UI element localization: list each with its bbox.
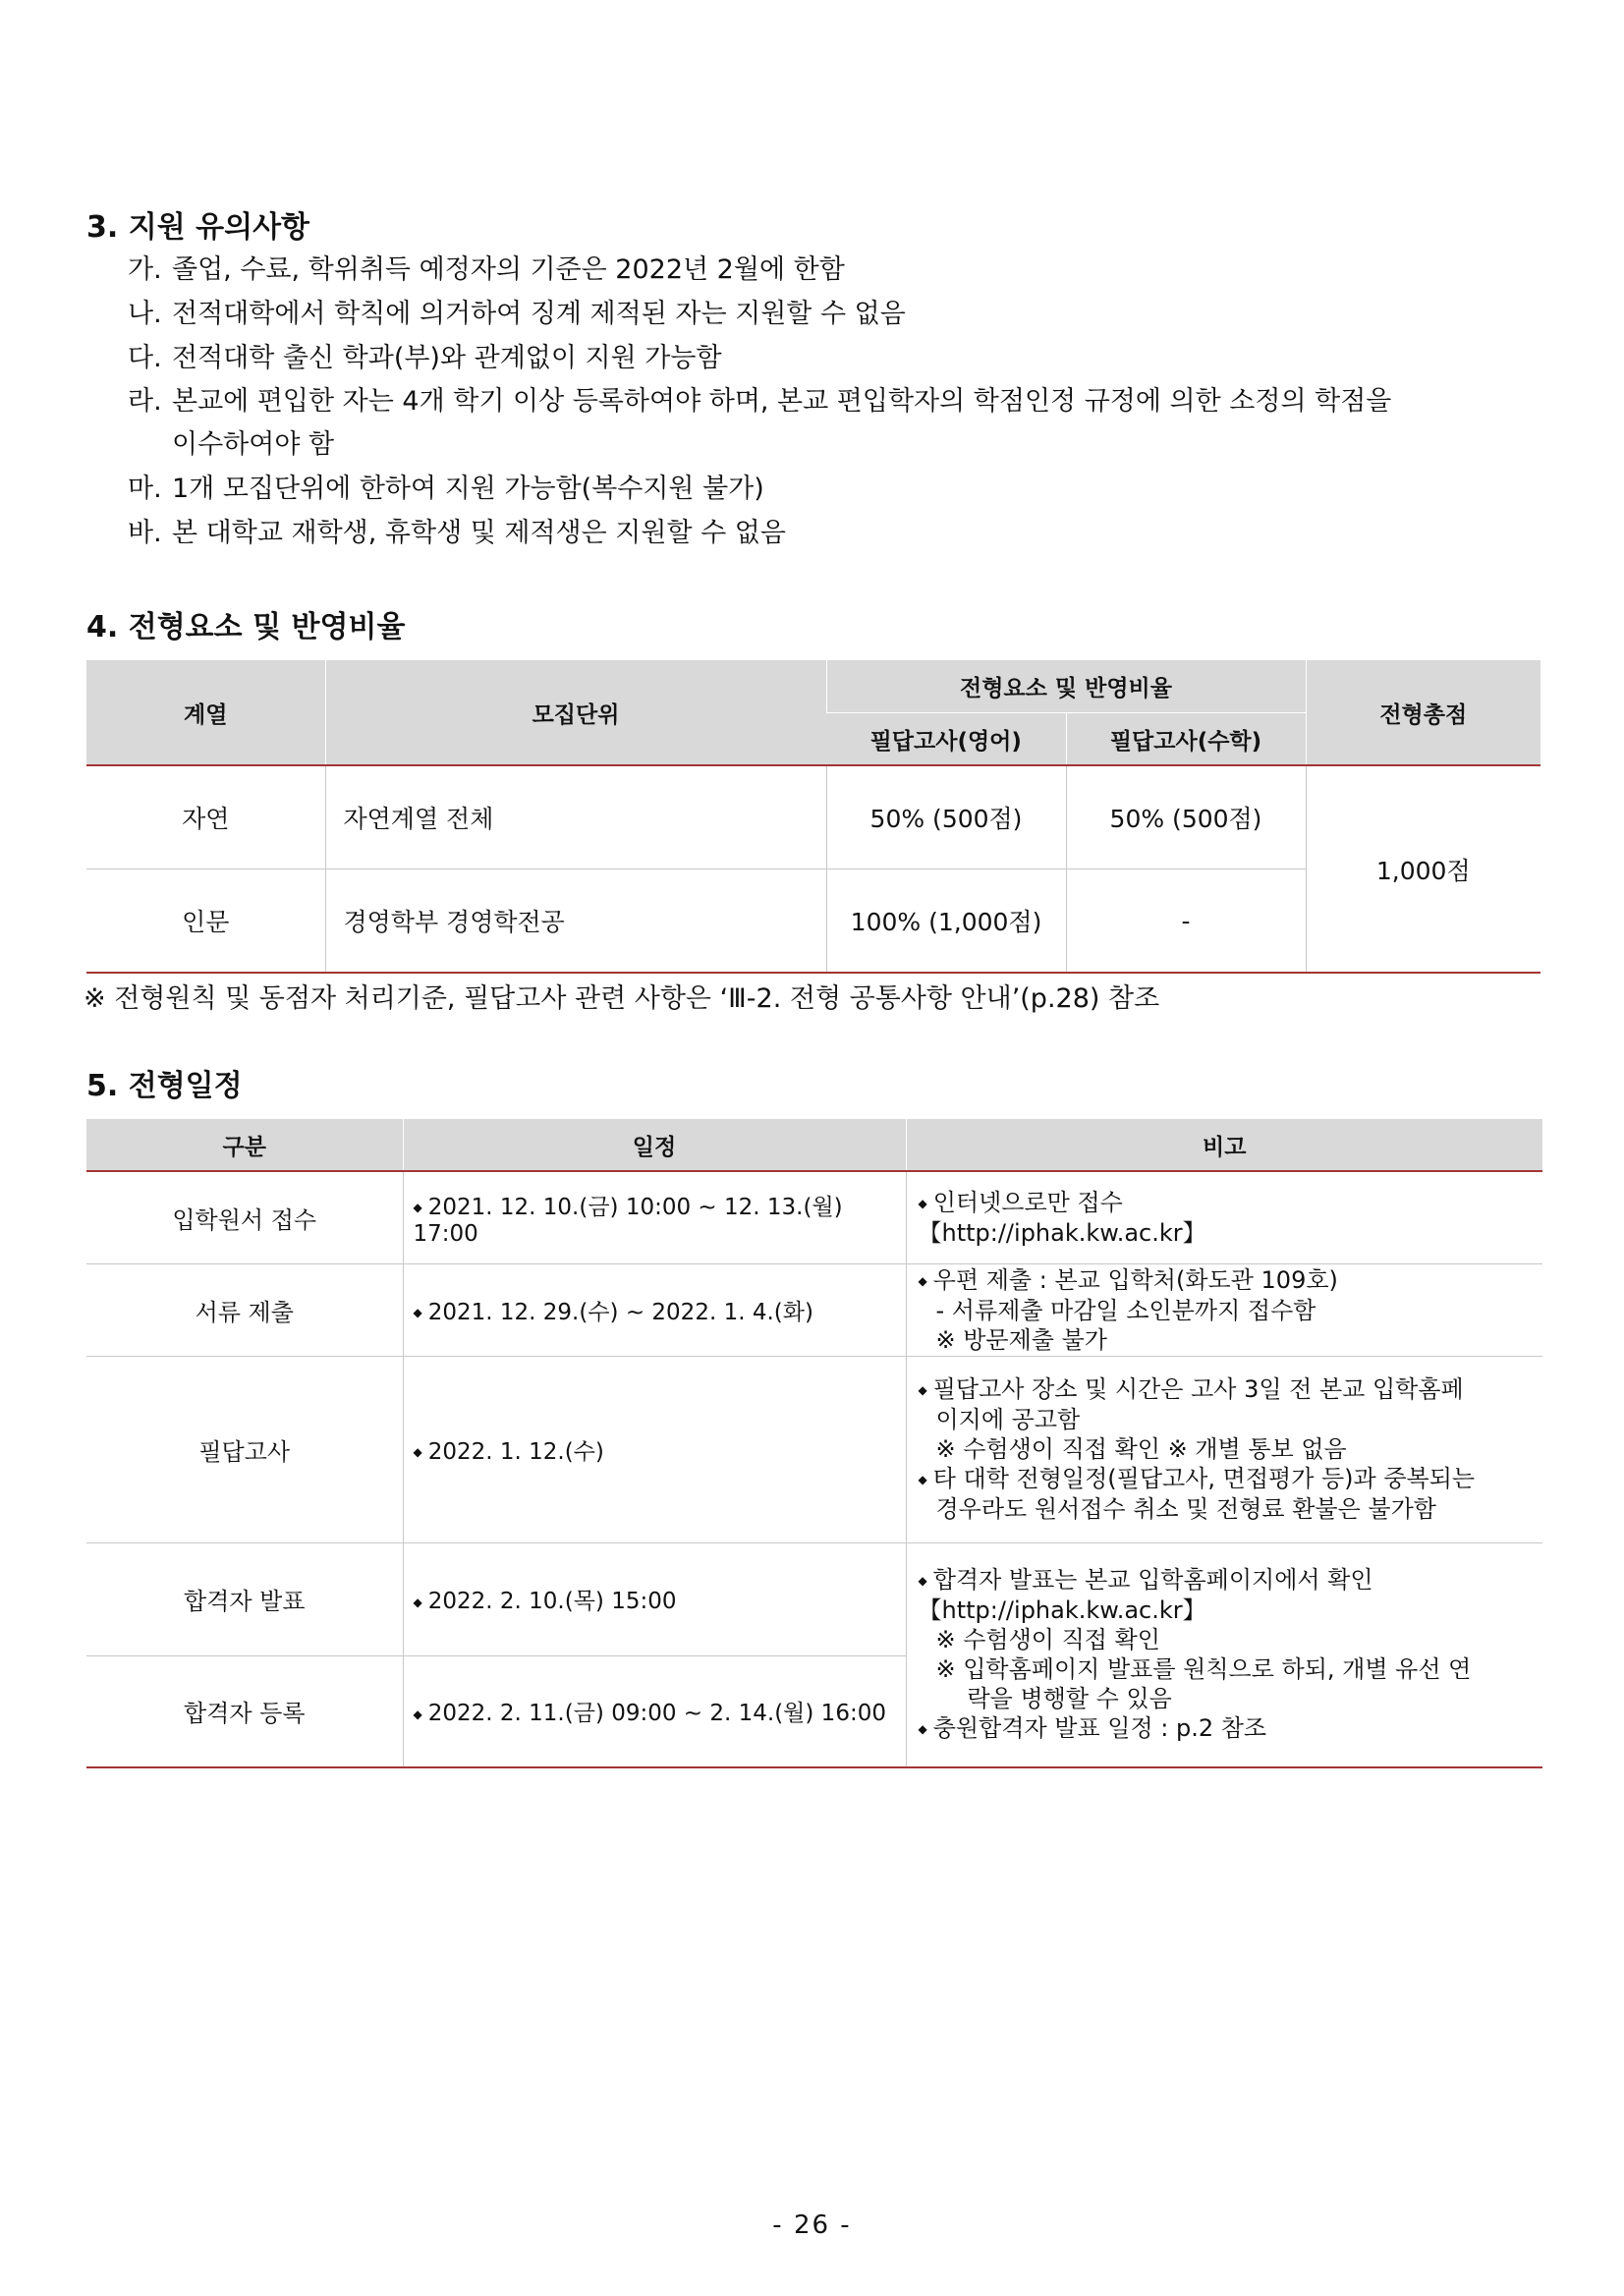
cell-category: 인문 bbox=[86, 869, 325, 974]
cell-math: 50% (500점) bbox=[1066, 765, 1306, 869]
cell-category: 자연 bbox=[182, 805, 230, 833]
header-ratio: 전형요소 및 반영비율 bbox=[826, 660, 1306, 713]
header-english: 필답고사(영어) bbox=[826, 713, 1066, 766]
cell-math: - bbox=[1066, 869, 1306, 974]
schedule-table bbox=[86, 1119, 1542, 1768]
list-item: 마. 1개 모집단위에 한하여 지원 가능함(복수지원 불가) bbox=[128, 474, 764, 504]
cell-schedule: ◆ 2022. 2. 10.(목) 15:00 bbox=[403, 1542, 906, 1655]
cell-division: 합격자 발표 bbox=[86, 1542, 403, 1655]
bullet-icon: ◆ bbox=[918, 1196, 927, 1210]
bullet-icon: ◆ bbox=[918, 1273, 927, 1288]
list-item: 나. 전적대학에서 학칙에 의거하여 징계 제적된 자는 지원할 수 없음 bbox=[128, 299, 906, 329]
table-row bbox=[86, 1263, 1542, 1356]
cell-schedule: ◆ 2022. 1. 12.(수) bbox=[403, 1356, 906, 1542]
cell-division: 서류 제출 bbox=[86, 1263, 403, 1356]
header-category: 계열 bbox=[86, 660, 325, 765]
table-row bbox=[86, 1171, 1542, 1263]
cell-division: 필답고사 bbox=[86, 1356, 403, 1542]
cell-note-merged: ◆ 합격자 발표는 본교 입학홈페이지에서 확인 【http://iphak.kw.ac.kr】 ※ 수험생이 직접 확인 ※ 입학홈페이지 발표를 원칙으로 하되, 개별 유선 연 락을 병행할 수 있음 ◆ 충원합격자 발표 일정 : p.2 참조 bbox=[906, 1542, 1542, 1767]
page-number: - 26 - bbox=[772, 2211, 852, 2240]
cell-note: ◆ 필답고사 장소 및 시간은 고사 3일 전 본교 입학홈페 이지에 공고함 ※ 수험생이 직접 확인 ※ 개별 통보 없음 ◆ 타 대학 전형일정(필답고사, 면접평가 등)과 중복되는 경우라도 원서접수 취소 및 전형료 환불은 불가함 bbox=[906, 1356, 1542, 1542]
selection-ratio-table bbox=[86, 660, 1540, 974]
bullet-icon: ◆ bbox=[413, 1707, 422, 1721]
cell-english: 50% (500점) bbox=[826, 765, 1066, 869]
table-row bbox=[86, 765, 1540, 869]
cell-schedule: ◆ 2021. 12. 10.(금) 10:00 ~ 12. 13.(월) 17:00 bbox=[403, 1171, 906, 1263]
header-division: 구분 bbox=[86, 1119, 403, 1171]
bullet-icon: ◆ bbox=[413, 1445, 422, 1459]
list-item-continuation: 이수하여야 함 bbox=[172, 429, 335, 460]
cell-total: 1,000점 bbox=[1306, 765, 1540, 973]
table-row bbox=[86, 1356, 1542, 1542]
header-schedule: 일정 bbox=[403, 1119, 906, 1171]
cell-note: ◆ 우편 제출 : 본교 입학처(화도관 109호) - 서류제출 마감일 소인분까지 접수함 ※ 방문제출 불가 bbox=[906, 1263, 1542, 1356]
list-item: 바. 본 대학교 재학생, 휴학생 및 제적생은 지원할 수 없음 bbox=[128, 518, 786, 548]
bullet-icon: ◆ bbox=[413, 1201, 422, 1215]
cell-schedule: ◆ 2022. 2. 11.(금) 09:00 ~ 2. 14.(월) 16:00 bbox=[403, 1655, 906, 1767]
bullet-icon: ◆ bbox=[918, 1473, 927, 1486]
bullet-icon: ◆ bbox=[413, 1595, 422, 1609]
bullet-icon: ◆ bbox=[413, 1306, 422, 1319]
section-4-heading: 4. 전형요소 및 반영비율 bbox=[86, 610, 406, 644]
list-item: 라. 본교에 편입한 자는 4개 학기 이상 등록하여야 하며, 본교 편입학자의 학점인정 규정에 의한 소정의 학점을 이수하여야 함 bbox=[128, 380, 1582, 467]
header-note: 비고 bbox=[906, 1119, 1542, 1171]
table-row bbox=[86, 1542, 1542, 1655]
section-3-heading: 3. 지원 유의사항 bbox=[86, 210, 310, 245]
header-math: 필답고사(수학) bbox=[1066, 713, 1306, 766]
bullet-icon: ◆ bbox=[918, 1722, 927, 1737]
bullet-icon: ◆ bbox=[918, 1383, 927, 1397]
cell-division: 합격자 등록 bbox=[86, 1655, 403, 1767]
cell-unit: 경영학부 경영학전공 bbox=[325, 869, 826, 974]
header-total: 전형총점 bbox=[1306, 660, 1540, 765]
cell-schedule: ◆ 2021. 12. 29.(수) ~ 2022. 1. 4.(화) bbox=[403, 1263, 906, 1356]
header-unit: 모집단위 bbox=[325, 660, 826, 765]
section-4-footnote: ※ 전형원칙 및 동점자 처리기준, 필답고사 관련 사항은 ‘Ⅲ-2. 전형 공통사항 안내’(p.28) 참조 bbox=[84, 983, 1160, 1014]
cell-division: 입학원서 접수 bbox=[172, 1205, 317, 1234]
list-item: 가. 졸업, 수료, 학위취득 예정자의 기준은 2022년 2월에 한함 bbox=[128, 254, 845, 285]
bullet-icon: ◆ bbox=[918, 1574, 927, 1589]
cell-unit: 자연계열 전체 bbox=[325, 765, 826, 869]
cell-note: ◆ 인터넷으로만 접수 【http://iphak.kw.ac.kr】 bbox=[906, 1171, 1542, 1263]
section-5-heading: 5. 전형일정 bbox=[86, 1069, 243, 1103]
cell-english: 100% (1,000점) bbox=[826, 869, 1066, 974]
list-item: 다. 전적대학 출신 학과(부)와 관계없이 지원 가능함 bbox=[128, 343, 722, 373]
